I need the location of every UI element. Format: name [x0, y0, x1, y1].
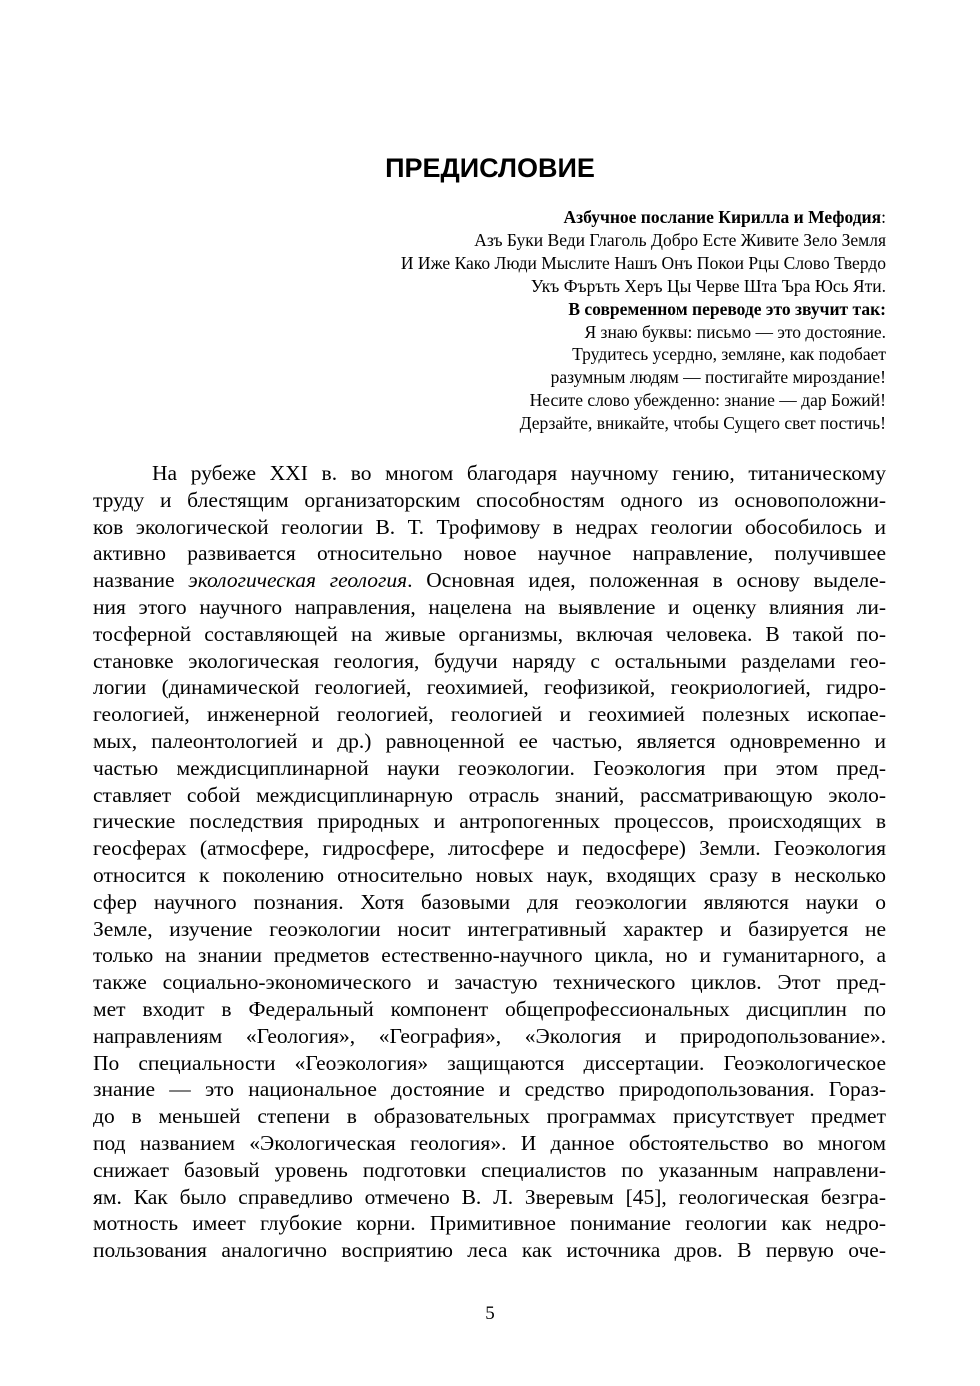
body-line: геосферах (атмосфере, гидросфере, литосфере и педосфере) Земли. Геоэкология — [93, 836, 886, 861]
epigraph-heading-bold: Азбучное послание Кирилла и Мефодия — [563, 207, 882, 227]
body-line: относится к поколению относительно новых наук, входящих сразу в несколько — [93, 862, 886, 887]
epigraph-line: И Иже Како Люди Мыслите Нашъ Онъ Покои Рцы Слово Твердо — [400, 252, 886, 273]
body-line: знание — это национальное достояние и средство природопользования. Гораз- — [93, 1077, 886, 1102]
epigraph-translation-line: Я знаю буквы: письмо — это достояние. — [584, 321, 886, 342]
epigraph-translation-heading — [186, 298, 886, 321]
body-line: под названием «Экологическая геология». И данное обстоятельство во многом — [93, 1130, 886, 1155]
body-line: мых, палеонтологией и др.) равноценной ее частью, является одновременно и — [93, 728, 886, 753]
body-line: ния этого научного направления, нацелена на выявление и оценку влияния ли- — [93, 594, 886, 619]
page-number: 5 — [485, 1303, 495, 1324]
body-line: ставляет собой междисциплинарную отрасль знаний, рассматривающую эколо- — [93, 782, 886, 807]
body-line: до в меньшей степени в образовательных программах присутствует предмет — [93, 1104, 886, 1129]
body-line: логии (динамической геологией, геохимией, геофизикой, геокриологией, гидро- — [93, 675, 886, 700]
epigraph-heading — [186, 206, 886, 229]
epigraph — [186, 206, 886, 435]
body-line-italic: экологическая геология — [188, 568, 408, 593]
body-line: Земле, изучение геоэкологии носит интегративный характер и базируется не — [93, 916, 886, 941]
body-line: направлениям «Геология», «География», «Экология и природопользование». — [93, 1023, 886, 1048]
epigraph-translation-line: Трудитесь усердно, земляне, как подобает — [572, 344, 886, 365]
body-line: труду и блестящим организаторским способностям одного из основоположни- — [93, 487, 886, 512]
epigraph-heading-suffix: : — [881, 207, 886, 227]
body-line: ям. Как было справедливо отмечено В. Л. Зверевым [45], геологическая безгра- — [93, 1184, 886, 1209]
body-line: тосферной составляющей на живые организмы, включая человека. В такой по- — [93, 621, 886, 646]
epigraph-translation-line: разумным людям — постигайте мироздание! — [550, 367, 886, 388]
body-line: гические последствия природных и антропогенных процессов, происходящих в — [93, 809, 886, 834]
body-line: частью междисциплинарной науки геоэкологии. Геоэкология при этом пред- — [93, 755, 886, 780]
body-paragraph — [93, 460, 886, 1264]
body-line-text: название — [93, 568, 189, 593]
body-line — [93, 567, 886, 594]
body-line: геологией, инженерной геологией, геологией и геохимией полезных ископае- — [93, 702, 886, 727]
epigraph-line: Азъ Буки Веди Глаголь Добро Есте Живите Зело Земля — [474, 229, 886, 250]
body-line: активно развивается относительно новое научное направление, получившее — [93, 541, 886, 566]
body-line: На рубеже XXI в. во многом благодаря научному гению, титаническому — [152, 461, 886, 485]
body-line: По специальности «Геоэкология» защищаются диссертации. Геоэкологическое — [93, 1050, 886, 1075]
body-line-text: . Основная идея, положенная в основу выделе- — [407, 568, 886, 593]
epigraph-translation-line: Несите слово убежденно: знание — дар Божий! — [529, 390, 886, 411]
body-line: снижает базовый уровень подготовки специалистов по указанным направлени- — [93, 1157, 886, 1182]
body-line: сфер научного познания. Хотя базовыми для геоэкологии являются науки о — [93, 889, 886, 914]
body-line: мотность имеет глубокие корни. Примитивное понимание геологии как недро- — [93, 1211, 886, 1236]
body-line: также социально-экономического и зачастую технического циклов. Этот пред- — [93, 970, 886, 995]
epigraph-translation-heading-bold: В современном переводе это звучит так: — [568, 298, 886, 319]
epigraph-translation-line: Дерзайте, вникайте, чтобы Сущего свет постичь! — [519, 413, 886, 434]
body-line: только на знании предметов естественно-научного цикла, но и гуманитарного, а — [93, 943, 886, 968]
page-title: ПРЕДИСЛОВИЕ — [385, 153, 595, 183]
body-line: ков экологической геологии В. Т. Трофимову в недрах геологии обособилось и — [93, 514, 886, 539]
body-line: пользования аналогично восприятию леса как источника дров. В первую оче- — [93, 1238, 886, 1263]
epigraph-line: Укъ Фъръть Херъ Цы Черве Шта Ъра Юсь Яти. — [530, 275, 886, 296]
body-line: мет входит в Федеральный компонент общепрофессиональных дисциплин по — [93, 996, 886, 1021]
body-line: становке экологическая геология, будучи наряду с остальными разделами гео- — [93, 648, 886, 673]
